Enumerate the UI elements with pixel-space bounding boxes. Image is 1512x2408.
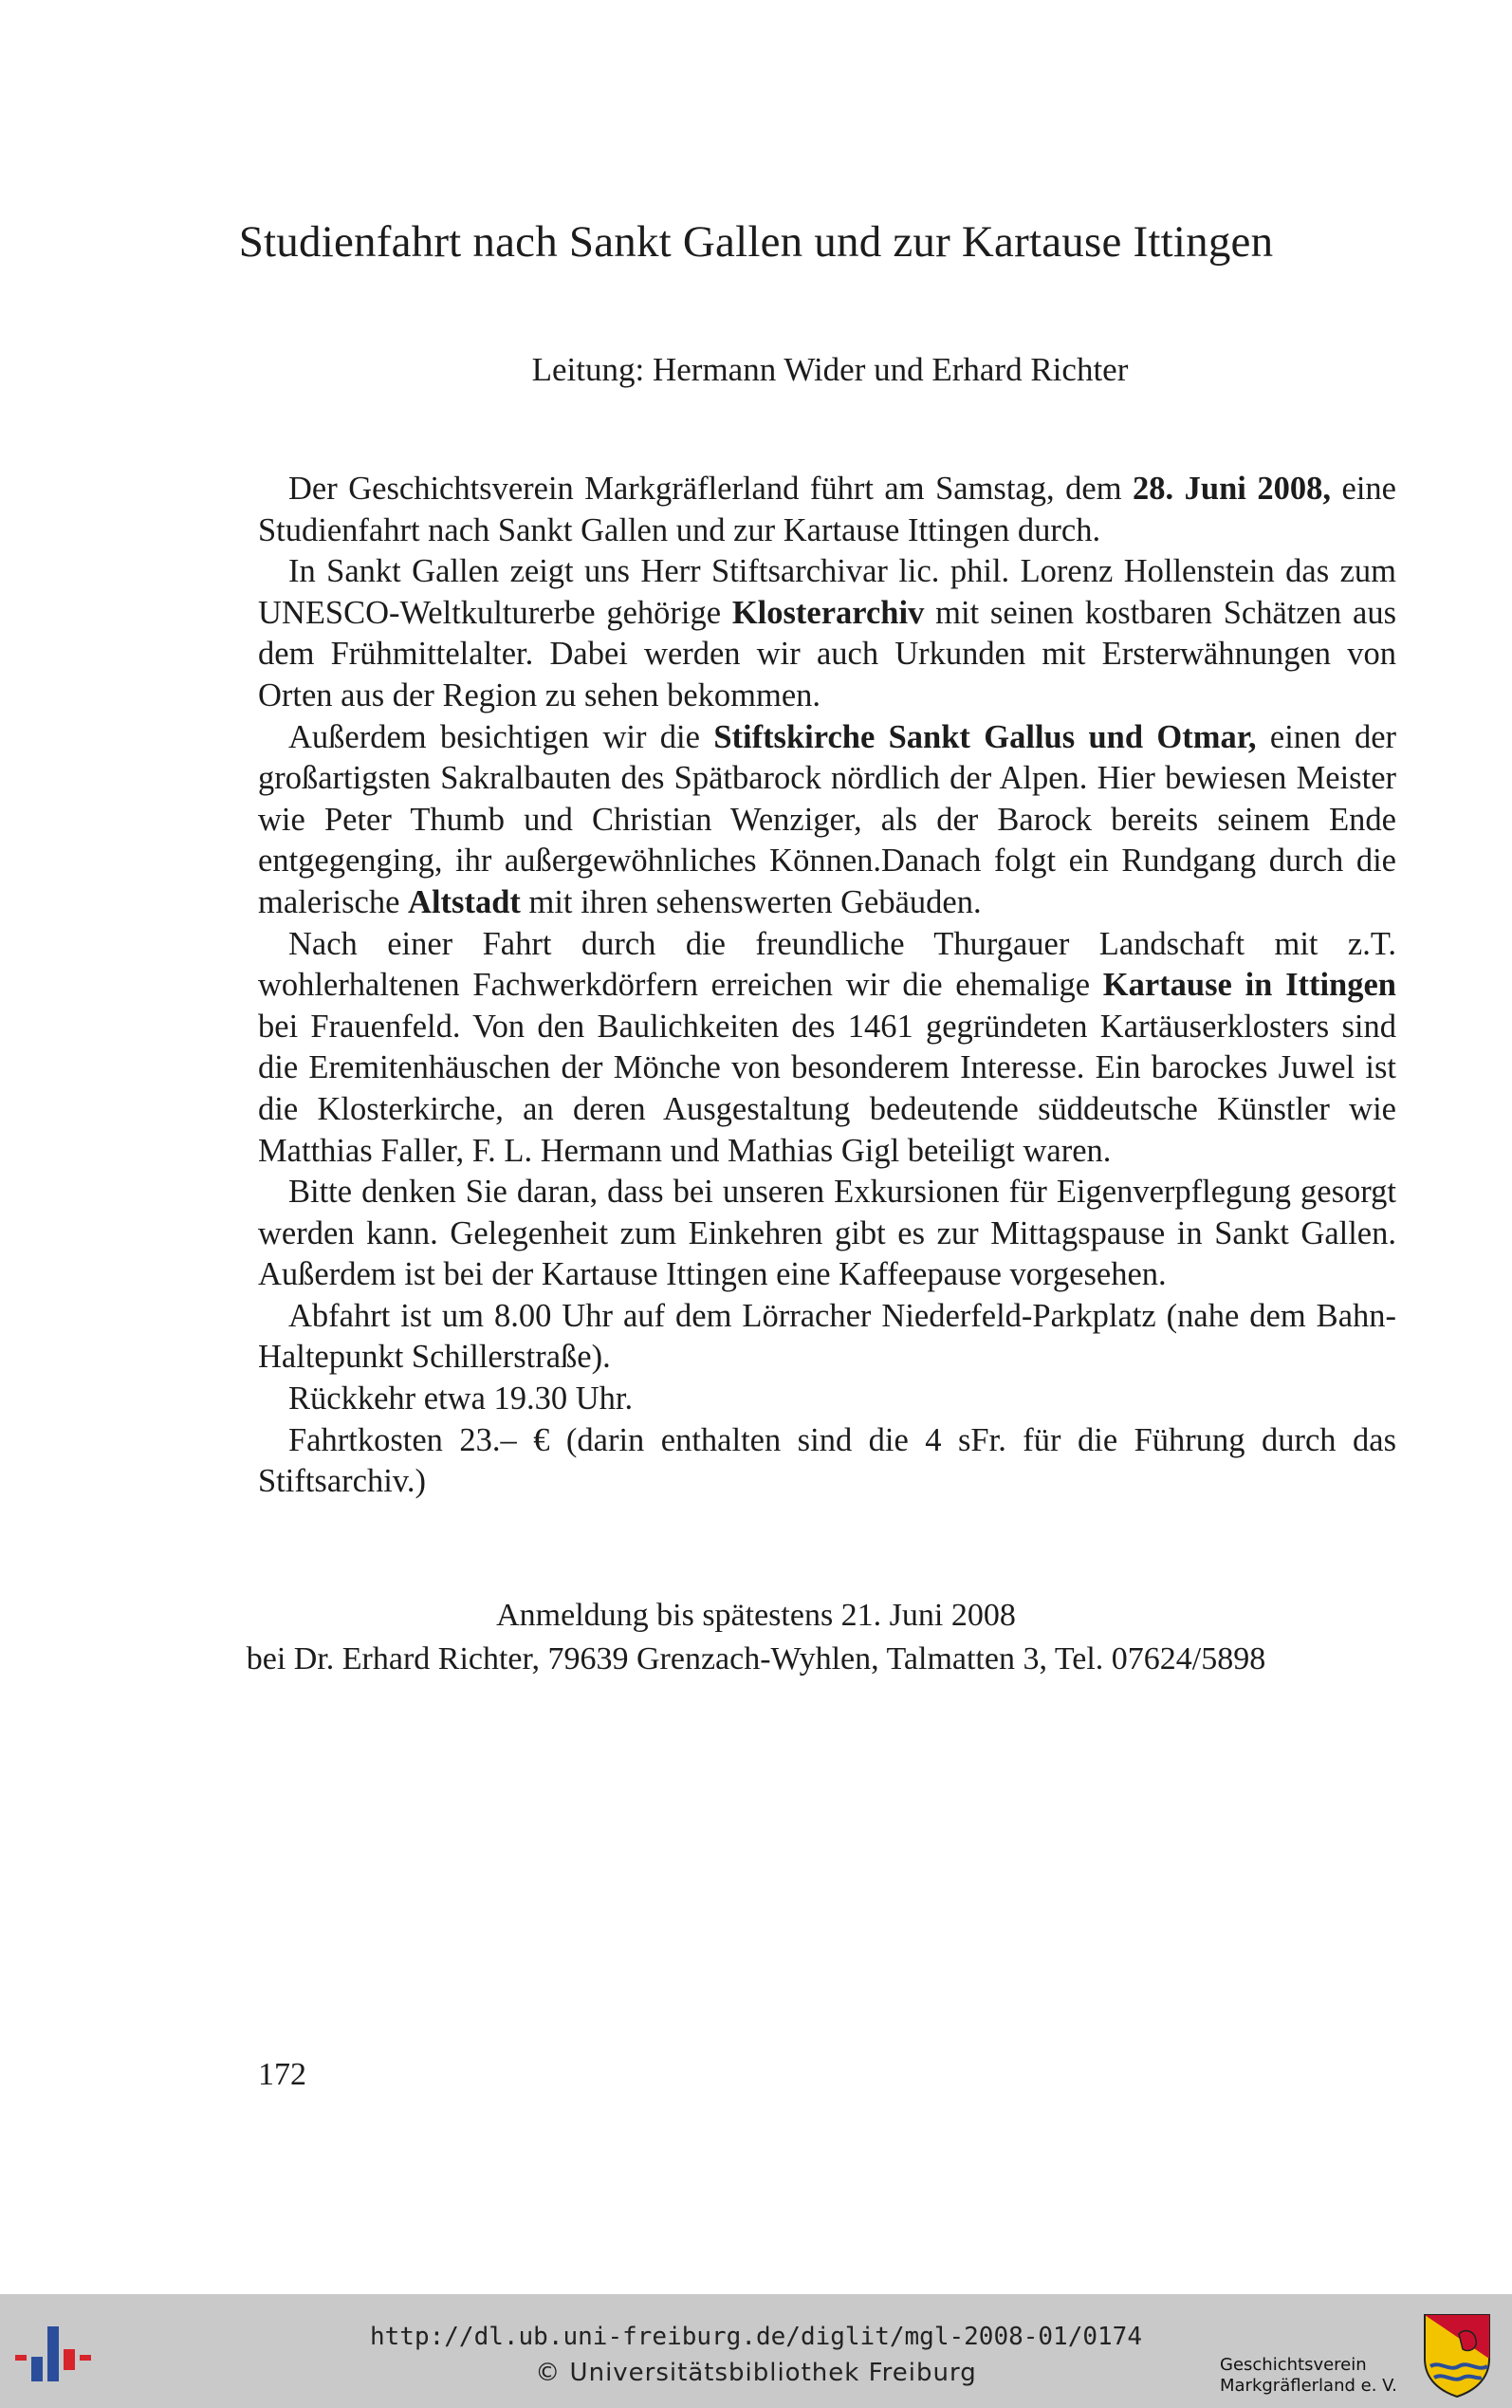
text-run: Nach einer Fahrt durch die freundliche Thurgauer Landschaft mit z.T. wohlerhaltenen Fachwerkdörfern erreichen wir die ehemalige <box>258 925 1396 1004</box>
source-url-link[interactable]: http://dl.ub.uni-freiburg.de/diglit/mgl-2008-01/0174 <box>370 2323 1142 2351</box>
registration-block <box>0 1594 1512 1681</box>
footer-bar <box>0 2294 1512 2408</box>
registration-contact: bei Dr. Erhard Richter, 79639 Grenzach-Wyhlen, Talmatten 3, Tel. 07624/5898 <box>246 1641 1266 1676</box>
text-run: eine Studienfahrt nach Sankt Gallen und zur Kartause Ittingen durch. <box>258 471 1396 548</box>
society-name <box>1220 2355 1397 2397</box>
page-subtitle: Leitung: Hermann Wider und Erhard Richter <box>531 351 1129 388</box>
text-run: mit ihren sehenswerten Gebäuden. <box>520 883 982 920</box>
text-run: Der Geschichtsverein Markgräflerland führt am Samstag, dem <box>288 471 1134 507</box>
text-run: In Sankt Gallen zeigt uns Herr Stiftsarchivar lic. phil. Lorenz Hollenstein das zum UNESCO-Weltkulturerbe gehörige <box>258 553 1396 631</box>
paragraph-8: Fahrtkosten 23.– € (darin enthalten sind die 4 sFr. für die Führung durch das Stiftsarchiv.) <box>258 1421 1396 1500</box>
emphasis-stiftskirche: Stiftskirche Sankt Gallus und Otmar, <box>713 718 1257 755</box>
coat-of-arms-icon <box>1421 2311 1493 2399</box>
text-run: mit seinen kostbaren Schätzen aus dem Frühmittelalter. Dabei werden wir auch Urkunden mit Ersterwähnungen von Orten aus der Region zu sehen bekommen. <box>258 594 1397 713</box>
society-name-line2: Markgräflerland e. V. <box>1220 2376 1397 2396</box>
emphasis-altstadt: Altstadt <box>408 883 521 920</box>
paragraph-7: Rückkehr etwa 19.30 Uhr. <box>288 1380 634 1417</box>
emphasis-klosterarchiv: Klosterarchiv <box>731 594 925 631</box>
page-title: Studienfahrt nach Sankt Gallen und zur Kartause Ittingen <box>238 217 1274 267</box>
text-run: einen der großartigsten Sakralbauten des Spätbarock nördlich der Alpen. Hier bewiesen Meister wie Peter Thumb und Christian Wenziger, als der Barock bereits seinem Ende entgegenging, ihr außergewöhnliches Können.Danach folgt ein Rundgang durch die malerische <box>258 718 1396 920</box>
paragraph-4 <box>258 924 1396 1173</box>
emphasis-kartause: Kartause in Ittingen <box>1102 967 1396 1004</box>
paragraph-1 <box>258 469 1396 551</box>
society-name-line1: Geschichtsverein <box>1220 2355 1367 2375</box>
emphasis-date: 28. Juni 2008, <box>1133 471 1332 507</box>
paragraph-3 <box>258 717 1396 924</box>
page-number: 172 <box>258 2057 306 2092</box>
paragraph-6: Abfahrt ist um 8.00 Uhr auf dem Lörracher Niederfeld-Parkplatz (nahe dem Bahn-Haltepunkt Schillerstraße). <box>258 1297 1396 1376</box>
registration-deadline: Anmeldung bis spätestens 21. Juni 2008 <box>496 1598 1016 1633</box>
body-text <box>258 469 1396 1503</box>
copyright-notice: © Universitätsbibliothek Freiburg <box>535 2359 977 2387</box>
text-run: Außerdem besichtigen wir die <box>288 718 714 755</box>
paragraph-5: Bitte denken Sie daran, dass bei unseren Exkursionen für Eigenverpflegung gesorgt werden kann. Gelegenheit zum Einkehren gibt es zur Mittagspause in Sankt Gallen. Außerdem ist bei der Kartause Ittingen eine Kaffeepause vorgesehen. <box>258 1174 1396 1293</box>
paragraph-2 <box>258 551 1396 716</box>
text-run: bei Frauenfeld. Von den Baulichkeiten des 1461 gegründeten Kartäuserklosters sind die Eremitenhäuschen der Mönche von besonderem Interesse. Ein barockes Juwel ist die Klosterkirche, an deren Ausgestaltung bedeutende süddeutsche Künstler wie Matthias Faller, F. L. Hermann und Mathias Gigl beteiligt waren. <box>258 1008 1396 1169</box>
